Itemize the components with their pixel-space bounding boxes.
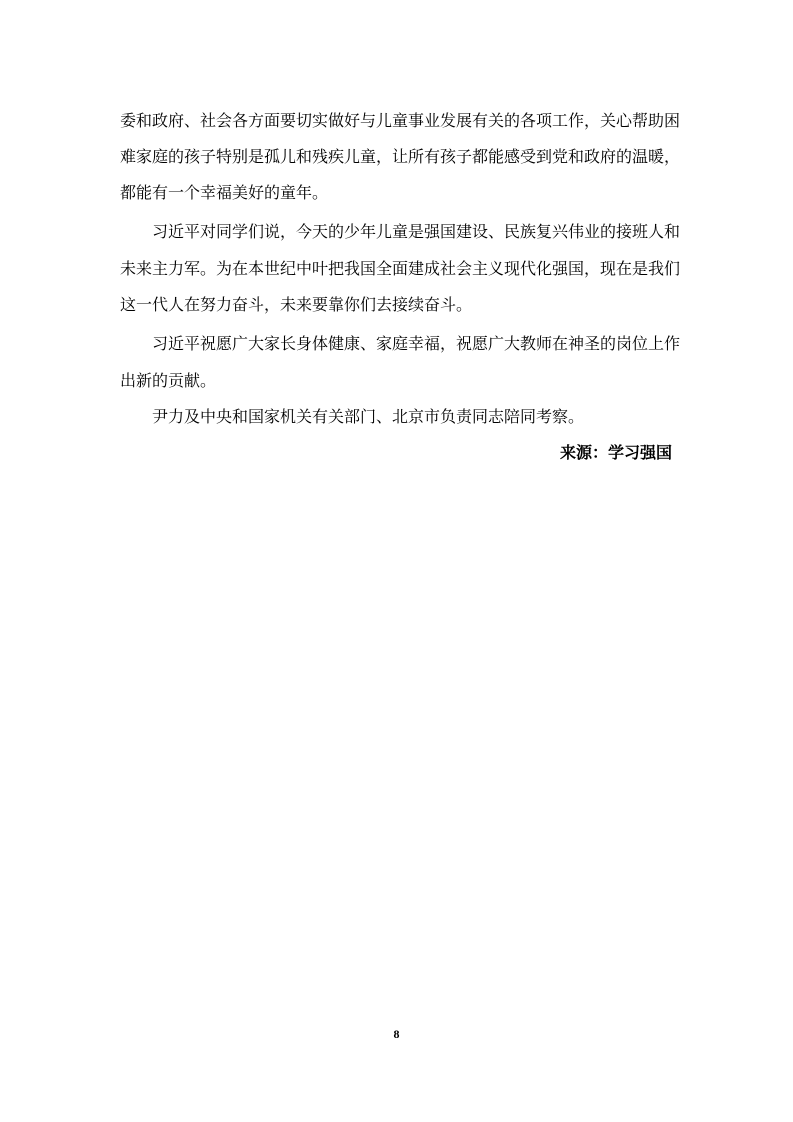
paragraph-line: 未来主力军。为在本世纪中叶把我国全面建成社会主义现代化强国，现在是我们 — [120, 259, 681, 278]
paragraph-line: 习近平祝愿广大家长身体健康、家庭幸福，祝愿广大教师在神圣的岗位上作 — [152, 334, 681, 353]
paragraph-line: 这一代人在努力奋斗，未来要靠你们去接续奋斗。 — [120, 295, 473, 314]
paragraph-line: 都能有一个幸福美好的童年。 — [120, 183, 329, 202]
page-number: 8 — [393, 1027, 400, 1041]
paragraph-line: 习近平对同学们说，今天的少年儿童是强国建设、民族复兴伟业的接班人和 — [152, 222, 681, 241]
source-attribution: 来源：学习强国 — [559, 443, 672, 462]
paragraph-line: 尹力及中央和国家机关有关部门、北京市负责同志陪同考察。 — [152, 407, 585, 426]
paragraph-line: 难家庭的孩子特别是孤儿和残疾儿童，让所有孩子都能感受到党和政府的温暖， — [120, 147, 681, 166]
paragraph-line: 委和政府、社会各方面要切实做好与儿童事业发展有关的各项工作，关心帮助困 — [120, 111, 681, 130]
paragraph-line: 出新的贡献。 — [120, 371, 217, 390]
